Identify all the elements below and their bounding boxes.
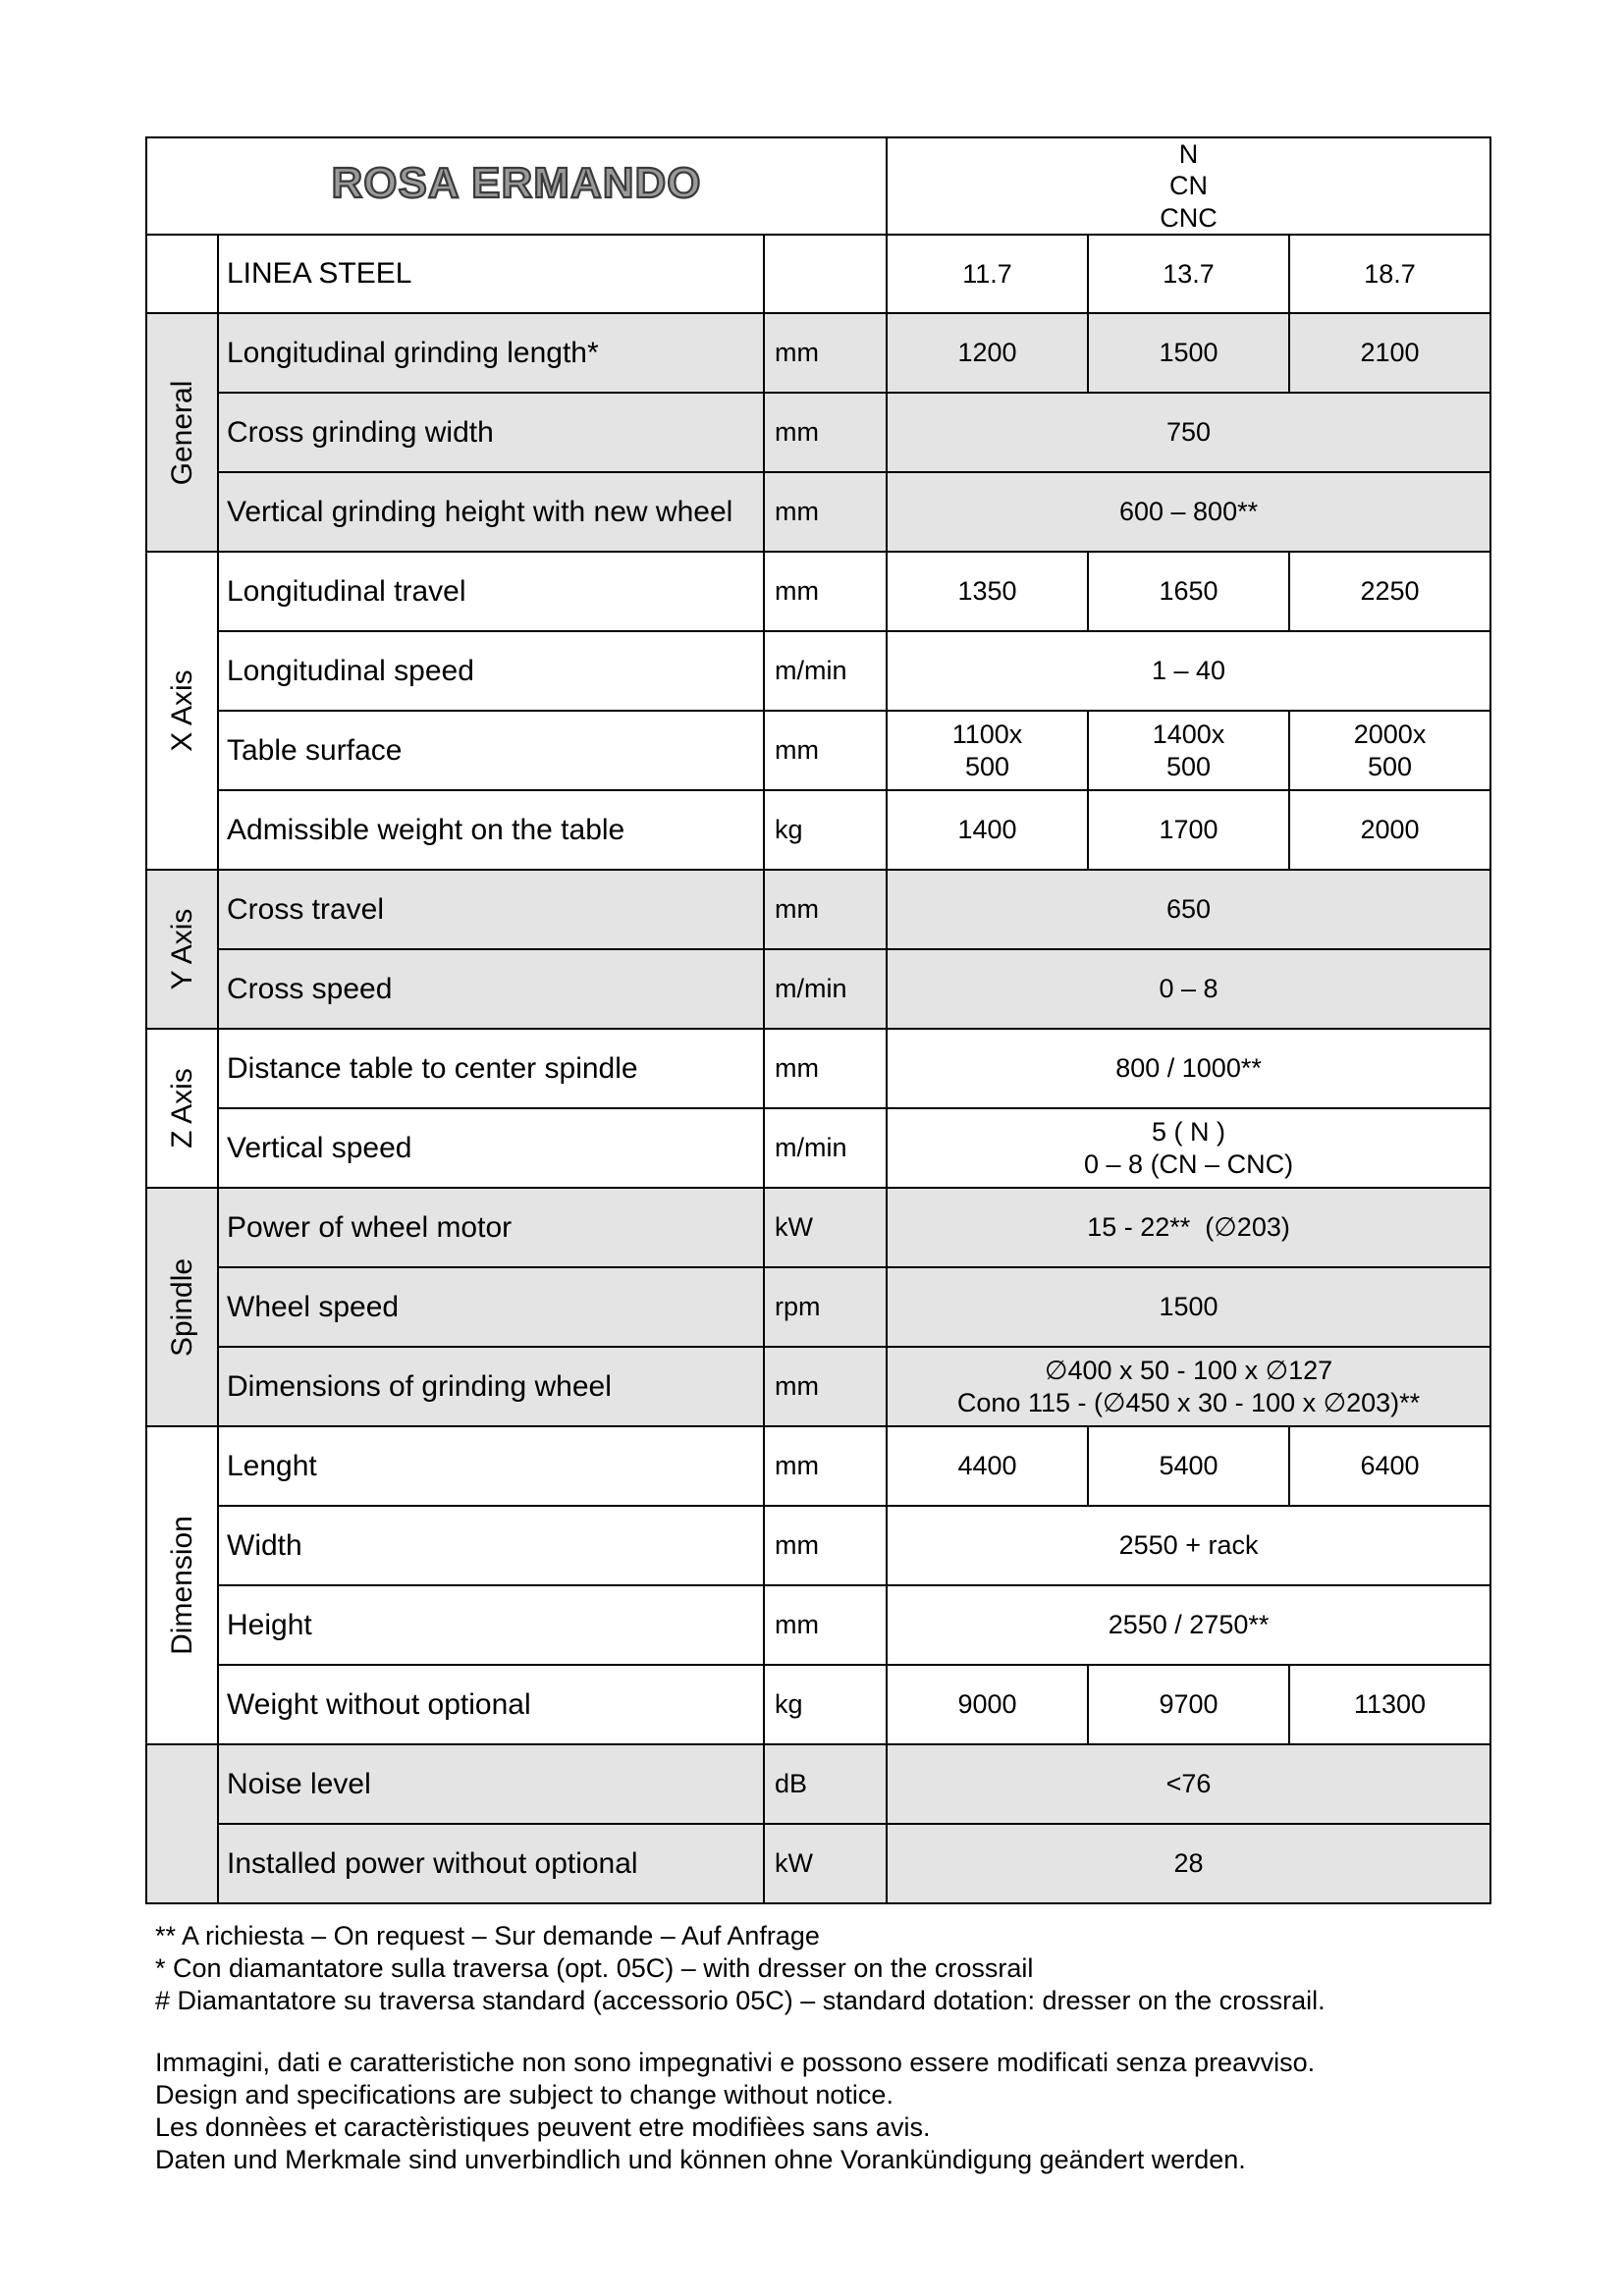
spec-label: Distance table to center spindle (218, 1029, 764, 1108)
spec-value: 1 – 40 (887, 631, 1490, 711)
spec-value: 2000x 500 (1289, 711, 1490, 790)
spec-row (146, 1267, 1490, 1347)
spec-row (146, 1426, 1490, 1506)
spec-unit: mm (764, 552, 887, 631)
model-18-7: 18.7 (1289, 235, 1490, 313)
spec-unit: kW (764, 1188, 887, 1267)
spec-unit: mm (764, 1585, 887, 1665)
spec-label: Wheel speed (218, 1267, 764, 1347)
spec-value: 600 – 800** (887, 472, 1490, 552)
disclaimer-italian: Immagini, dati e caratteristiche non sono impegnativi e possono essere modificati senza preavviso. (155, 2047, 1316, 2077)
group-y-axis: Y Axis (146, 870, 218, 1029)
spec-value: 15 - 22** (∅203) (887, 1188, 1490, 1267)
spec-label: Cross speed (218, 949, 764, 1029)
spec-value: 2100 (1289, 313, 1490, 393)
spec-row (146, 552, 1490, 631)
spec-value: 1500 (887, 1267, 1490, 1347)
rosa-ermando-logo (310, 160, 723, 205)
spec-label: Longitudinal speed (218, 631, 764, 711)
spec-label: Admissible weight on the table (218, 790, 764, 870)
spec-value: 28 (887, 1824, 1490, 1903)
spec-unit: m/min (764, 631, 887, 711)
spec-value: 4400 (887, 1426, 1088, 1506)
spec-value: 5 ( N ) 0 – 8 (CN – CNC) (887, 1108, 1490, 1188)
spec-unit: dB (764, 1744, 887, 1824)
spec-value: 800 / 1000** (887, 1029, 1490, 1108)
spec-row (146, 790, 1490, 870)
spec-unit: kg (764, 1665, 887, 1744)
header-row (146, 137, 1490, 235)
spec-row (146, 1506, 1490, 1585)
spec-value: 2250 (1289, 552, 1490, 631)
disclaimer-german: Daten und Merkmale sind unverbindlich und können ohne Vorankündigung geändert werden. (155, 2144, 1246, 2174)
spec-value: 1500 (1088, 313, 1289, 393)
spec-value: <76 (887, 1744, 1490, 1824)
footnote-on-request: ** A richiesta – On request – Sur demande – Auf Anfrage (155, 1921, 820, 1950)
model-11-7: 11.7 (887, 235, 1088, 313)
group-z-axis: Z Axis (146, 1029, 218, 1188)
spec-label: Longitudinal travel (218, 552, 764, 631)
spec-row (146, 1585, 1490, 1665)
spec-label: Cross grinding width (218, 393, 764, 472)
spec-row (146, 1665, 1490, 1744)
spec-unit: kg (764, 790, 887, 870)
spec-value: 2000 (1289, 790, 1490, 870)
spec-row (146, 1347, 1490, 1426)
spec-unit: m/min (764, 949, 887, 1029)
spec-label: Longitudinal grinding length* (218, 313, 764, 393)
spec-value: 1350 (887, 552, 1088, 631)
spec-row (146, 631, 1490, 711)
spec-label: Vertical speed (218, 1108, 764, 1188)
spec-row (146, 870, 1490, 949)
spec-unit: mm (764, 1506, 887, 1585)
spec-unit: mm (764, 1029, 887, 1108)
spec-value: 1400x 500 (1088, 711, 1289, 790)
spec-row (146, 711, 1490, 790)
disclaimer-english: Design and specifications are subject to change without notice. (155, 2079, 893, 2109)
spec-value: 9000 (887, 1665, 1088, 1744)
spec-label: Lenght (218, 1426, 764, 1506)
spec-unit: mm (764, 711, 887, 790)
spec-value: 1700 (1088, 790, 1289, 870)
spec-row (146, 1188, 1490, 1267)
spec-value: 750 (887, 393, 1490, 472)
spec-label: Table surface (218, 711, 764, 790)
footnote-dresser-standard: # Diamantatore su traversa standard (accessorio 05C) – standard dotation: dresser on the crossrail. (155, 1985, 1326, 2015)
footnote-dresser-optional: * Con diamantatore sulla traversa (opt. 05C) – with dresser on the crossrail (155, 1952, 1034, 1983)
model-row (146, 235, 1490, 313)
disclaimer-french: Les donnèes et caractèristiques peuvent etre modifièes sans avis. (155, 2111, 931, 2142)
spec-label: Power of wheel motor (218, 1188, 764, 1267)
spec-unit: mm (764, 393, 887, 472)
spec-value: 1650 (1088, 552, 1289, 631)
spec-value: 2550 + rack (887, 1506, 1490, 1585)
model-13-7: 13.7 (1088, 235, 1289, 313)
spec-unit: mm (764, 1426, 887, 1506)
spec-row (146, 393, 1490, 472)
spec-label: Height (218, 1585, 764, 1665)
spec-label: Vertical grinding height with new wheel (218, 472, 764, 552)
spec-value: 2550 / 2750** (887, 1585, 1490, 1665)
spec-value: 1100x 500 (887, 711, 1088, 790)
spec-value: 0 – 8 (887, 949, 1490, 1029)
spec-label: Weight without optional (218, 1665, 764, 1744)
spec-label: Cross travel (218, 870, 764, 949)
spec-unit: mm (764, 472, 887, 552)
spec-label: Dimensions of grinding wheel (218, 1347, 764, 1426)
spec-row (146, 1108, 1490, 1188)
spec-row (146, 313, 1490, 393)
series-name: LINEA STEEL (218, 235, 764, 313)
spec-unit: kW (764, 1824, 887, 1903)
spec-value: 1400 (887, 790, 1088, 870)
spec-value: 11300 (1289, 1665, 1490, 1744)
logo-cell (146, 137, 887, 235)
spec-label: Noise level (218, 1744, 764, 1824)
svg-text:ROSA ERMANDO: ROSA ERMANDO (331, 159, 702, 205)
spec-row (146, 1744, 1490, 1824)
footnotes (155, 1920, 1510, 2176)
group-x-axis: X Axis (146, 552, 218, 870)
spec-unit: mm (764, 870, 887, 949)
disclaimer (155, 2047, 1510, 2176)
group-unlabeled (146, 1744, 218, 1903)
spec-row (146, 1029, 1490, 1108)
group-general: General (146, 313, 218, 552)
spec-label: Width (218, 1506, 764, 1585)
spec-unit: mm (764, 1347, 887, 1426)
spec-label: Installed power without optional (218, 1824, 764, 1903)
spec-value: 9700 (1088, 1665, 1289, 1744)
group-spindle: Spindle (146, 1188, 218, 1426)
spec-value: 5400 (1088, 1426, 1289, 1506)
spec-unit: mm (764, 313, 887, 393)
version-labels: N CN CNC (887, 137, 1490, 235)
spec-row (146, 1824, 1490, 1903)
spec-value: 650 (887, 870, 1490, 949)
spec-unit: m/min (764, 1108, 887, 1188)
spec-value: 1200 (887, 313, 1088, 393)
spec-value: ∅400 x 50 - 100 x ∅127 Cono 115 - (∅450 x 30 - 100 x ∅203)** (887, 1347, 1490, 1426)
spec-row (146, 472, 1490, 552)
spec-row (146, 949, 1490, 1029)
specifications-table (145, 136, 1491, 1904)
spec-value: 6400 (1289, 1426, 1490, 1506)
spec-unit: rpm (764, 1267, 887, 1347)
group-dimension: Dimension (146, 1426, 218, 1744)
